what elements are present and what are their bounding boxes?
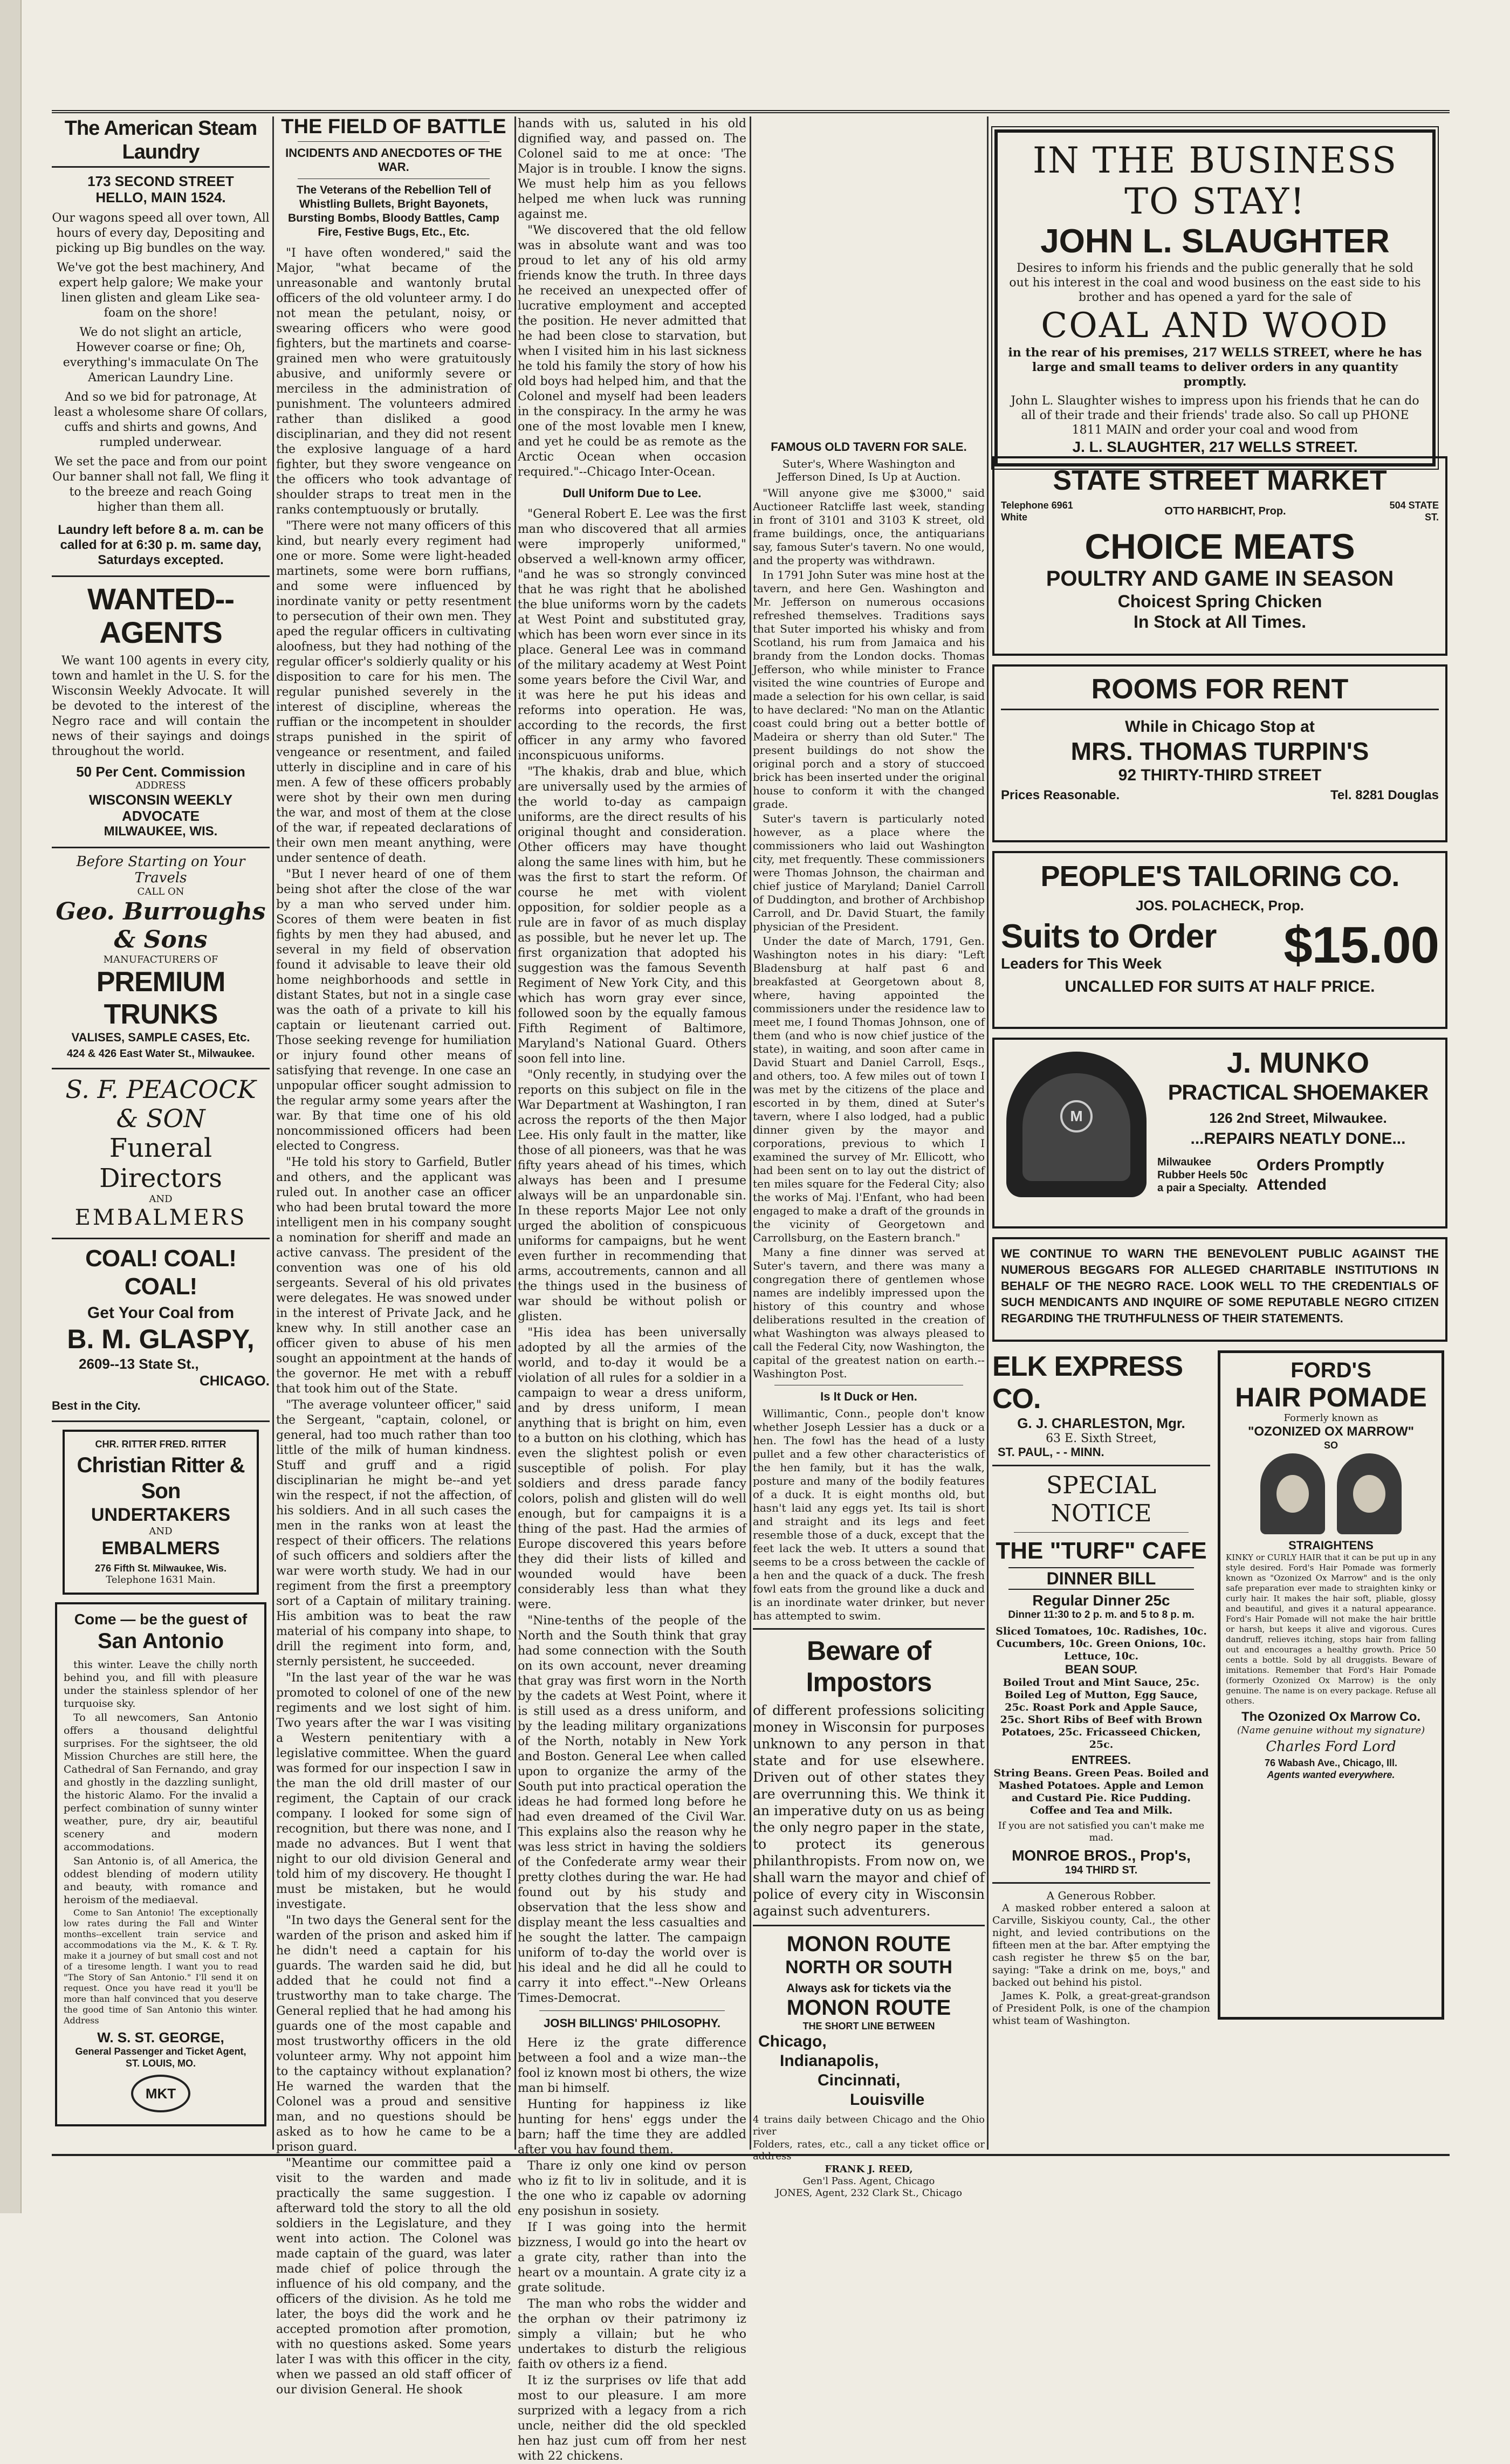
elk-title: ELK EXPRESS CO. <box>992 1351 1183 1415</box>
turf-firm: MONROE BROS., Prop's, <box>1012 1847 1191 1864</box>
peacock-and: AND <box>149 1193 173 1205</box>
divider <box>52 1068 270 1069</box>
munko-heels: Milwaukee Rubber Heels 50c a pair a Specialty. <box>1157 1156 1248 1194</box>
turf-satisfied: If you are not satisfied you can't make me mad. <box>998 1820 1205 1843</box>
coal-name: B. M. GLASPY, <box>67 1324 255 1354</box>
tailor-uncalled: UNCALLED FOR SUITS AT HALF PRICE. <box>1065 978 1375 996</box>
monon-folders: Folders, rates, etc., call a any ticket office or address <box>753 2139 985 2162</box>
monon-route-3: MONON ROUTE <box>786 1996 951 2020</box>
article-paragraph: "There were not many officers of this kind, but nearly every regiment had one or more. Some were light-headed martinets, some were born ruffians, and some were influenced by inordinate vanity or petty resentment to persecution of their own men. They aped the regular officers in cultivating aloofness, but they had nothing of the regular officer's soldierly quality or his disposition to care for his men. The regular punished severely in the interest of discipline, whereas the ruffian or the incompetent in shoulder straps punished in the spirit of vengeance or resentment, and failed utterly in discipline and in care of his men. A few of these officers probably were shot by their own men during the war, and most of them at the close of the war, if repeated declarations of their own men meant anything, were under sentence of death. <box>276 519 511 865</box>
billings-headline: JOSH BILLINGS' PHILOSOPHY. <box>544 2016 720 2030</box>
trunks-sub: VALISES, SAMPLE CASES, Etc. <box>71 1031 250 1044</box>
top-rule <box>52 110 1450 113</box>
monon-ask: Always ask for tickets via the <box>786 1981 951 1995</box>
turf-items-1: Sliced Tomatoes, 10c. Radishes, 10c. Cucumbers, 10c. Green Onions, 10c. Lettuce, 10c. <box>996 1625 1207 1662</box>
pomade-straightens: STRAIGHTENS <box>1288 1539 1374 1552</box>
munko-footer <box>1157 1156 1439 1195</box>
trunks-ad <box>52 854 270 1060</box>
slaughter-desc: Desires to inform his friends and the public generally that he sold out his interest in the coal and wood business on the east side to his brother and has opened a yard for the sale of <box>1009 262 1421 304</box>
pomade-old-name: "OZONIZED OX MARROW" <box>1247 1424 1415 1439</box>
market-chicken: Choicest Spring Chicken <box>1117 592 1322 611</box>
article-paragraph: "In the last year of the war he was promoted to colonel of one of the new regiments and we lost sight of him. Two years after the war I was visiting a Western penitentiary with a legislative committee. When the guard was formed for our inspection I saw in the man the old drill master of our regiment, the Captain of our crack company. I looked for some sign of recognition, but there was none, and I made no advances. But I went that night to our old division General and told him of my discovery. He thought I must be mistaken, but he would investigate. <box>276 1671 511 1911</box>
imposters-title: Beware of Impostors <box>806 1636 932 1697</box>
article-paragraph: "Meantime our committee paid a visit to the warden and made practically the same suggestion. I afterward told the story to all the old soldiers in the Legislature, and they went into action. The Colonel was made captain of the guard, was later made chief of police through the influence of his old company, and the officers of the division. As he told me later, the boys did the work and he accepted promotion after promotion, with no questions asked. Some years later I was with this officer in the city, when we passed an old staff officer of our division General. He shook <box>276 2157 511 2397</box>
rooms-line: While in Chicago Stop at <box>1125 718 1315 736</box>
ritter-ad <box>63 1430 259 1595</box>
turf-items-2: Boiled Trout and Mint Sauce, 25c. Boiled Leg of Mutton, Egg Sauce, 25c. Roast Pork and Apple Sauce, 25c. Short Ribs of Beef with Brown Potatoes, 25c. Fricasseed Chicken, 25c. <box>1000 1677 1203 1751</box>
laundry-verse: We set the pace and from our point Our banner shall not fall, We fling it to the breeze and reach Going higher than them all. <box>52 455 269 514</box>
peacock-ad <box>52 1075 270 1230</box>
article-paragraph: If I was going into the hermit bizzness, I would go into the heart ov a grate city, rather than into the heart ov a mountain. A grate city iz a grate solitude. <box>518 2221 746 2295</box>
monon-ad <box>753 1932 985 2199</box>
rooms-tel: Tel. 8281 Douglas <box>1330 788 1439 802</box>
monon-trains: 4 trains daily between Chicago and the Ohio river <box>753 2114 985 2137</box>
pomade-addr: 76 Wabash Ave., Chicago, Ill. <box>1264 1758 1398 1768</box>
elk-ad <box>992 1350 1210 1459</box>
laundry-verse: We've got the best machinery, And expert help galore; We make your linen glisten and gleam Like sea-foam on the shore! <box>57 261 265 320</box>
slaughter-product: COAL AND WOOD <box>1041 306 1389 346</box>
tailor-price: $15.00 <box>1284 916 1439 974</box>
pomade-firm: The Ozonized Ox Marrow Co. <box>1241 1710 1421 1724</box>
article-paragraph: In 1791 John Suter was mine host at the tavern, and here Gen. Washington and Mr. Jefferson on numerous occasions refreshed themselves. Traditions says that Suter imported his whisky and from Scotland, his rum from Jamaica and his brandy from the London docks. Thomas Jefferson, who while minister to France visited the wine countries of Europe and made a selection for his own cellar, is said to have declared: "No man on the Atlantic coast could bring out a better bottle of Madeira or sherry than old Suter." The present buildings do not show the original porch and a story of stuccoed brick has been inserted under the original house to conform it with the changed grade. <box>753 568 985 811</box>
munko-repairs: ...REPAIRS NEATLY DONE... <box>1190 1130 1406 1148</box>
article-paragraph: "General Robert E. Lee was the first man who discovered that all armies were improperly uniformed," observed a well-known army officer, "and he was so strongly convinced that he was right that he abolished the blue uniforms worn by the cadets at West Point and substituted gray, which has been worn ever since in its place. General Lee was in command of the military academy at West Point some years before the Civil War, and it was here he put his ideas and reforms into operation. He was, according to the records, the first officer in any army who favored inconspicuous uniforms. <box>518 507 746 763</box>
divider <box>753 1925 985 1926</box>
market-poultry: POULTRY AND GAME IN SEASON <box>1046 567 1394 591</box>
article-paragraph: Under the date of March, 1791, Gen. Washington notes in his diary: "Left Bladensburg at half past 6 and breakfasted at Georgetown about 8, where, having appointed the commissioners under the residence law to meet me, I found Thomas Johnson, one of them (and who is now chief justice of the state), in waiting, and soon after came in David Stuart and Daniel Carroll, Esqs., and others, too. A few miles out of town I was met by the citizens of the place and escorted in by them, dined at Suter's tavern, where I also lodged, had a public dinner given by the mayor and corporations, previous to which I examined the survey of Mr. Ellicott, who had been sent on to lay out the district of ten miles square for the Federal City; also the works of Maj. l'Enfant, who had been engaged to make a draft of the grounds in the vicinity of Georgetown and Carrollsburg, on the Eastern branch." <box>753 935 985 1244</box>
turf-entrees: ENTREES. <box>1071 1753 1131 1767</box>
munko-ad <box>992 1038 1447 1228</box>
article-body <box>276 246 511 2398</box>
article-paragraph: "Nine-tenths of the people of the North and the South think that gray had some connection with the South on its own account, never dreaming that gray was first worn in the North by the cadets at West Point, where it is still used as a dress uniform, and by the leading military organizations of the North, notably in New York and Boston. General Lee when called upon to organize the army of the South put into practical operation the ideas he had formed long before he had even dreamed of the Civil War. This explains also the reason why he was less strict in having the soldiers of the Confederate army wear their pretty clothes during the war. He had found out by his study and observation that the less show and display meant the less casualties and he sought the latter. The campaign uniform of to-day the world over is his ideal and he did all he could to carry it into effect."--New Orleans Times-Democrat. <box>518 1614 746 2005</box>
trunks-address: 424 & 426 East Water St., Milwaukee. <box>66 1048 255 1060</box>
divider <box>52 1238 270 1239</box>
woman-portrait-icon <box>1337 1453 1402 1534</box>
trunks-callon: CALL ON <box>137 886 184 897</box>
column-rule <box>987 116 989 2150</box>
rooms-prices: Prices Reasonable. <box>1001 788 1120 802</box>
elk-city: ST. PAUL, - - MINN. <box>998 1445 1104 1459</box>
monon-city: Chicago, <box>758 2033 827 2050</box>
article-paragraph: Willimantic, Conn., people don't know whether Joseph Lessier has a duck or a hen. The fowl has the head of a lusty pullet and a few other characteristics of the hen family, but it has the walk, posture and many of the bodily features of a duck. It is eight months old, but hasn't laid any eggs yet. Its tail is short and straight and its legs and feet resemble those of a duck, except that the feet lack the web. It utters a sound that seems to be a cross between the cackle of a hen and the quack of a duck. The fresh fowl eats from the ground like a duck and is an inordinate water drinker, but never has attempted to swim. <box>753 1407 985 1622</box>
agents-address-label: ADDRESS <box>135 780 186 791</box>
duck-headline: Is It Duck or Hen. <box>820 1390 917 1403</box>
imposters-notice <box>753 1635 985 1919</box>
coal-city: CHICAGO. <box>200 1372 270 1389</box>
munko-trade: PRACTICAL SHOEMAKER <box>1168 1081 1429 1104</box>
article-headline: THE FIELD OF BATTLE <box>281 115 506 138</box>
rooms-info-row <box>1001 788 1439 803</box>
divider <box>753 1628 985 1630</box>
market-meats: CHOICE MEATS <box>1085 526 1355 566</box>
slaughter-name: JOHN L. SLAUGHTER <box>1040 223 1390 260</box>
robber-headline: A Generous Robber. <box>1046 1889 1156 1902</box>
laundry-title: The American Steam Laundry <box>52 116 270 168</box>
market-phone: Telephone 6961 White <box>1001 500 1073 523</box>
ritter-line1: UNDERTAKERS <box>91 1505 231 1525</box>
turf-bill: DINNER BILL <box>1008 1567 1194 1590</box>
tailor-title: PEOPLE'S TAILORING CO. <box>1040 860 1399 893</box>
ritter-address: 276 Fifth St. Milwaukee, Wis. <box>95 1563 226 1574</box>
monon-city: Louisville <box>850 2091 925 2109</box>
tailor-ad <box>992 851 1447 1029</box>
divider <box>539 2010 725 2011</box>
turf-notice: SPECIAL NOTICE <box>1046 1472 1156 1527</box>
pomade-formerly: Formerly known as <box>1284 1412 1378 1424</box>
ritter-and: AND <box>149 1526 173 1537</box>
column-2 <box>276 115 511 2397</box>
article-paragraph: Thare iz only one kind ov person who iz fit to liv in solitude, and it is the one who iz capable ov adorning eny posishun in sosiety. <box>518 2159 746 2218</box>
monon-city: Cincinnati, <box>818 2071 901 2089</box>
slaughter-sig: J. L. SLAUGHTER, 217 WELLS STREET. <box>1072 438 1358 455</box>
pomade-signature: Charles Ford Lord <box>1266 1739 1396 1755</box>
article-paragraph: "I have often wondered," said the Major, "what became of the unreasonable and wantonly brutal officers of the old volunteer army. I do not mean the petulant, noisy, or swearing officers who were good fighters, but the martinets and coarse-grained men who were gratuitously abusive, and uniformly severe or merciless in the administration of punishment. The volunteers admired rather than disliked a good disciplinarian, and they did not resent the explosive language of a hard fighter, but they swore vengeance on the officers who took advantage of shoulder straps to treat men in the ranks contemptuously or brutally. <box>276 246 511 517</box>
elk-mgr: G. J. CHARLESTON, Mgr. <box>1017 1415 1185 1431</box>
rooms-title: ROOMS FOR RENT <box>1001 673 1439 710</box>
article-paragraph: A masked robber entered a saloon at Carville, Siskiyou county, Cal., the other night, and levied contributions on the fifteen men at the bar. After emptying the cash register he threw $5 on the bar, saying: "Take a drink on me, boys," and backed out behind his pistol. <box>992 1902 1210 1988</box>
laundry-verse: Our wagons speed all over town, All hours of every day, Depositing and picking up Big bundles on the way. <box>52 211 270 255</box>
pomade-agents: Agents wanted everywhere. <box>1267 1769 1395 1780</box>
tavern-headline: FAMOUS OLD TAVERN FOR SALE. <box>771 440 967 454</box>
tailor-leaders: Leaders for This Week <box>1001 955 1162 972</box>
right-ads <box>992 456 1447 2028</box>
article-paragraph: Suter's tavern is particularly noted however, as a place where the commissioners who laid out Washington city, met frequently. These commissioners were Thomas Johnson, the chairman and chief justice of Maryland; Daniel Carroll of Duddington, and brother of Archbishop Carroll, and Dr. David Stuart, the family physician of the President. <box>753 812 985 933</box>
market-info-row <box>1001 499 1439 523</box>
market-title: STATE STREET MARKET <box>1053 465 1387 496</box>
antonio-p4: Come to San Antonio! The exceptionally low rates during the Fall and Winter months--excellent train service and accommodations via the M., K. & T. Ry. make it a journey of but small cost and not of a tiresome length. I want you to read "The Story of San Antonio." I'll send it on request. Once you have read it you'll be more than half convinced that you deserve the good time of San Antonio this winter. Address <box>64 1907 258 2026</box>
warning-notice <box>992 1237 1447 1342</box>
article-paragraph: "His idea has been universally adopted by all the armies of the world, and to-day it would be a violation of all rules for a soldier in a campaign to wear a dress uniform, and by dress uniform, I mean anything that is bright on him, even to a button on his clothing, which has even the slightest polish or even susceptible of polish. For play soldiers and dress parade fancy colors, polish and glisten will do well enough, but for campaigns it is a thing of the past. Had the armies of Europe discovered this years before they did their lists of killed and wounded would have been considerably less than what they were. <box>518 1326 746 1611</box>
ritter-phone: Telephone 1631 Main. <box>106 1574 216 1586</box>
munko-text <box>1152 1046 1439 1220</box>
monon-addr: JONES, Agent, 232 Clark St., Chicago <box>775 2187 963 2199</box>
article-paragraph: Hunting for happiness iz like hunting for hens' eggs under the barn; haff the time they are addled after you hav found them. <box>518 2098 746 2157</box>
article-deck: The Veterans of the Rebellion Tell of Whistling Bullets, Bright Bayonets, Bursting Bombs, Bloody Battles, Camp Fire, Festive Bugs, Etc., Etc. <box>287 184 500 238</box>
shoe-heel-icon <box>1006 1052 1147 1197</box>
market-stock: In Stock at All Times. <box>1133 612 1307 632</box>
imposters-body: of different professions soliciting money in Wisconsin for purposes unknown to any person in that state and for use elsewhere. Driven out of other states they are overrunning this. We think it an imperative duty on us as being the only negro paper in the state, to protect its generous philanthropists. From now on, we shall warn the mayor and chief of police of every city in Wisconsin against such adventurers. <box>753 1703 985 1919</box>
column-4 <box>753 440 985 2199</box>
coal-line: Get Your Coal from <box>87 1304 235 1322</box>
laundry-verse: And so we bid for patronage, At least a wholesome share Of collars, cuffs and shirts and gowns, And rumpled underwear. <box>54 390 267 449</box>
pomade-portraits <box>1226 1451 1436 1539</box>
agents-title: WANTED--AGENTS <box>87 582 234 649</box>
coal-address: 2609--13 State St., <box>79 1356 199 1372</box>
pomade-so: SO <box>1323 1440 1338 1451</box>
slaughter-ad <box>994 129 1436 466</box>
rooms-name: MRS. THOMAS TURPIN'S <box>1070 737 1369 765</box>
warning-text: WE CONTINUE TO WARN THE BENEVOLENT PUBLIC AGAINST THE NUMEROUS BEGGARS FOR ALLEGED CHARITABLE INSTITUTIONS IN BEHALF OF THE NEGRO RACE. LOOK WELL TO THE CREDENTIALS OF SUCH MENDICANTS AND INQUIRE OF SOME REPUTABLE NEGRO CITIZEN REGARDING THE TRUTHFULNESS OF THEIR STATEMENTS. <box>1001 1247 1439 1325</box>
antonio-p1: this winter. Leave the chilly north behind you, and fill with pleasure under the stainless splendor of her turquoise sky. <box>64 1659 258 1710</box>
slaughter-rear: in the rear of his premises, 217 WELLS STREET, where he has large and small teams to deliver orders in any quantity promptly. <box>1008 346 1422 389</box>
article-paragraph: "The khakis, drab and blue, which are universally used by the armies of the world to-day as campaign uniforms, are the direct results of his original thought and consideration. Other officers may have thought along the same lines with him, but he was the first to start the reform. Of course he met with violent opposition, for soldier people as a rule are in favor of as much display as possible, but he never let up. The first organization that adopted his suggestion was the famous Seventh Regiment of New York City, and this which has worn gray ever since, followed soon by the equally famous Fifth Regiment of Baltimore, Maryland's National Guard. Others soon fell into line. <box>518 765 746 1066</box>
divider <box>1014 1532 1189 1533</box>
article-paragraph: Many a fine dinner was served at Suter's tavern, and there was many a congregation there of gentlemen whose names are indelibly impressed upon the history of this country and whose deliberations resulted in the creation of what Washington was always pleased to call the Federal City, now Washington, the capital of the greatest nation on earth.--Washington Post. <box>753 1246 985 1380</box>
laundry-ad <box>52 116 270 568</box>
trunks-product: PREMIUM TRUNKS <box>96 966 225 1030</box>
slaughter-close: John L. Slaughter wishes to impress upon his friends that he can do all of their trade and their friends' trade also. So call up PHONE 1811 MAIN and order your coal and wood from <box>1011 394 1419 437</box>
pomade-fords: FORD'S <box>1291 1358 1371 1382</box>
column-rule <box>272 116 274 2150</box>
column-rule <box>514 116 516 2150</box>
lower-left-ads <box>992 1350 1210 2028</box>
antonio-lead: Come — be the guest of <box>74 1611 248 1628</box>
elk-addr: 63 E. Sixth Street, <box>1046 1432 1157 1445</box>
rooms-addr: 92 THIRTY-THIRD STREET <box>1118 766 1322 784</box>
article-paragraph: "Only recently, in studying over the reports on this subject on file in the War Department at Washington, I ran across the reports of the then Major Lee. His only fault in the matter, like those of all pioneers, was that he was fifty years ahead of his times, which always has been and I presume always will be an unpardonable sin. In these reports Major Lee not only urged the abolition of conspicuous uniforms for campaigns, but he went even further in recommending that arms, accoutrements, cannon and all the things used in the business of war should be without polish or glisten. <box>518 1068 746 1323</box>
turf-items-3: String Beans. Green Peas. Boiled and Mashed Potatoes. Apple and Lemon and Custard Pie. Rice Pudding. Coffee and Tea and Milk. <box>993 1767 1209 1816</box>
article-paragraph: "In two days the General sent for the warden of the prison and asked him if he didn't need a captain for his guards. The warden said he did, but added that he could not find a trustworthy man to take charge. The General replied that he had among his guards one of the most capable and most trustworthy officers in the old volunteer army. Why not appoint him to the captaincy without explanation? He warned the warden that the Colonel was a proud and sensitive man, and no questions should be asked as to how he came to be a prison guard. <box>276 1914 511 2154</box>
antonio-p3: San Antonio is, of all America, the oddest blending of modern utility and beauty, with romance and heroism of the mediaeval. <box>64 1855 258 1906</box>
munko-addr: 126 2nd Street, Milwaukee. <box>1209 1110 1387 1126</box>
heel-badge: M <box>1060 1100 1093 1133</box>
trunks-firm: Geo. Burroughs & Sons <box>56 898 266 953</box>
laundry-notice: Laundry left before 8 a. m. can be called for at 6:30 p. m. same day, Saturdays excepted. <box>58 523 264 567</box>
munko-name: J. MUNKO <box>1226 1047 1369 1079</box>
robber-story <box>992 1889 1210 2027</box>
turf-ad <box>992 1472 1210 1877</box>
antonio-agent: W. S. ST. GEORGE, <box>97 2029 224 2046</box>
ritter-line2: EMBALMERS <box>101 1538 220 1559</box>
monon-route-2: NORTH OR SOUTH <box>785 1957 952 1978</box>
trunks-mfr: MANUFACTURERS OF <box>103 954 218 965</box>
antonio-title: San Antonio <box>97 1629 224 1653</box>
antonio-p2: To all newcomers, San Antonio offers a thousand delightful surprises. For the sightseer, the old Mission Churches are still here, the Cathedral of San Fernando, and gray and ghostly in the dazzling sunlight, the historic Alamo. For the invalid a perfect combination of sunny winter weather, pure, dry air, beautiful scenery and modern accommodations. <box>64 1712 258 1853</box>
woman-portrait-icon <box>1260 1453 1325 1534</box>
mkt-logo: MKT <box>131 2075 190 2112</box>
agents-body: We want 100 agents in every city, town and hamlet in the U. S. for the Wisconsin Weekly Advocate. It will be devoted to the interest of the Negro race and will contain the news of their sayings and doings throughout the world. <box>52 654 270 758</box>
tailor-offer-row <box>1001 918 1439 972</box>
article-paragraph: "But I never heard of one of them being shot after the close of the war by a man who served under him. Scores of them were beaten in fist fights by men they had abused, and several in my field of observation found it advisable to leave their old home neighborhoods and settle in distant States, but not in a single case was the oath of a private to kill his captain or lieutenant carried out. Those seeking revenge for humiliation or injury found other means of satisfying that revenge. In one case an unpopular officer sought admission to the regular army some years after the war. By that time one of his old noncommissioned officers had been elected to Congress. <box>276 868 511 1153</box>
uniform-headline: Dull Uniform Due to Lee. <box>562 486 702 500</box>
divider <box>52 1420 270 1422</box>
pomade-title: HAIR POMADE <box>1235 1382 1427 1412</box>
article-paragraph: The man who robs the widder and the orphan ov their patrimony iz simply a villain; but he who undertakes to disturb the religious faith ov others iz a fiend. <box>518 2297 746 2371</box>
monon-city: Indianapolis, <box>780 2052 879 2070</box>
column-rule <box>750 116 751 2150</box>
antonio-city: ST. LOUIS, MO. <box>125 2058 196 2069</box>
ritter-names: CHR. RITTER FRED. RITTER <box>95 1439 226 1450</box>
divider <box>992 1882 1210 1884</box>
agents-commission: 50 Per Cent. Commission <box>76 764 245 780</box>
antonio-agent-title: General Passenger and Ticket Agent, <box>75 2046 246 2057</box>
coal-tag: Best in the City. <box>52 1399 141 1412</box>
tailor-suits: Suits to Order <box>1001 918 1217 955</box>
article-paragraph: "Will anyone give me $3000," said Auctioneer Ratcliffe last week, standing in front of 3101 and 3103 K street, old frame buildings, once, the antiquarians say, famous Suter's tavern. No one would, and the property was withdrawn. <box>753 486 985 567</box>
article-paragraph: "The average volunteer officer," said the Sergeant, "captain, colonel, or general, had too much rather than too little of the milk of human kindness. Stuff and gruff and a rigid disciplinarian he might be--and yet win the respect, if not the affection, of his soldiers. And in all such cases the men in the ranks won at least the respect of their officers. The relations of such officers and soldiers after the war were worth study. We had in our regiment from the first a preemptory sort of a Captain of military training. His ambition was to beat the raw material of his company into shape, to drill the regiment into form, and, sternly persistent, he succeeded. <box>276 1398 511 1669</box>
article-paragraph: It iz the surprises ov life that add most to our pleasure. I am more surprized with a legacy from a rich uncle, neither did the old speckled hen haz just cum off from her nest with 22 chickens. <box>518 2374 746 2463</box>
ritter-firm: Christian Ritter & Son <box>77 1453 245 1503</box>
slaughter-banner: IN THE BUSINESS TO STAY! <box>1032 140 1398 222</box>
turf-title: THE "TURF" CAFE <box>996 1538 1207 1564</box>
monon-agent: FRANK J. REED, <box>825 2164 913 2175</box>
trunks-lead: Before Starting on Your Travels <box>76 854 245 886</box>
article-paragraph: Here iz the grate difference between a fool and a wize man--the fool iz known most bi others, the wize man bi himself. <box>518 2036 746 2095</box>
san-antonio-ad <box>55 1602 266 2126</box>
lower-ads <box>992 1350 1447 2028</box>
tavern-subhead: Suter's, Where Washington and Jefferson Dined, Is Up at Auction. <box>777 457 961 483</box>
tailor-prop: JOS. POLACHECK, Prop. <box>1135 897 1305 914</box>
pomade-ad <box>1218 1350 1444 2020</box>
monon-route-1: MONON ROUTE <box>786 1932 951 1956</box>
market-prop: OTTO HARBICHT, Prop. <box>1164 505 1286 517</box>
column-3 <box>518 116 746 2463</box>
monon-line: THE SHORT LINE BETWEEN <box>802 2021 935 2031</box>
column-5 <box>990 116 1450 2150</box>
article-paragraph: James K. Polk, a great-great-grandson of President Polk, is one of the champion whist team of Washington. <box>992 1990 1210 2027</box>
article-paragraph: "We discovered that the old fellow was in absolute want and was too proud to let any of his old army friends know the truth. In three days he received an unexpected offer of lucrative employment and accepted the position. He never admitted that he had been close to starvation, but when I visited him in his last sickness he told his family the story of how his old boys had helped him, and that the Colonel and myself had been leaders in the conspiracy. In the army he was one of the most lovable men I knew, and yet he could be as remote as the Arctic Ocean when occasion required."--Chicago Inter-Ocean. <box>518 224 746 479</box>
turf-addr: 194 THIRD ST. <box>1065 1864 1138 1876</box>
divider <box>52 847 270 848</box>
tailor-offer-left <box>1001 918 1216 972</box>
article-paragraph: "He told his story to Garfield, Butler and others, and the applicant was ruled out. In another case an officer who had been brutal toward the more intelligent men in his company sought a nomination for sheriff and made an active canvass. The president of the convention was one of his old sergeants. Several of his old privates were delegates. He was snowed under in the interest of Private Jack, and he knew why. In still another case an officer given to abuse of his men sought an appointment at the hands of the governor. He met with a rebuff that took him out of the State. <box>276 1156 511 1396</box>
agents-city: MILWAUKEE, WIS. <box>104 824 218 839</box>
turf-regular: Regular Dinner 25c <box>1032 1592 1170 1609</box>
divider <box>992 1465 1210 1466</box>
article-paragraph: hands with us, saluted in his old dignified way, and passed on. The Colonel said to me at once: 'The Major is in trouble. I know the signs. We must help him as you fellows helped me when luck was running against me. <box>518 117 746 221</box>
column-1 <box>52 116 270 2150</box>
market-addr: 504 STATE ST. <box>1389 500 1439 523</box>
peacock-line2: EMBALMERS <box>74 1205 247 1230</box>
market-ad <box>992 456 1447 656</box>
turf-hours: Dinner 11:30 to 2 p. m. and 5 to 8 p. m. <box>1008 1609 1195 1621</box>
bottom-rule <box>52 2154 1450 2156</box>
coal-ad <box>52 1245 270 1413</box>
divider <box>52 575 270 577</box>
turf-soup: BEAN SOUP. <box>1065 1663 1138 1676</box>
laundry-phone: HELLO, MAIN 1524. <box>95 189 226 205</box>
pomade-body: KINKY or CURLY HAIR that it can be put up in any style desired. Ford's Hair Pomade was formerly known as "Ozonized Ox Marrow" and is the only safe preparation ever made to straighten kinky or curly hair. It makes the hair soft, pliable, glossy and beautiful, and gives it a natural appearance. Ford's Hair Pomade will not make the hair brittle or harsh, but keeps it alive and vigorous. Cures dandruff, relieves itching, stops hair from falling out and encourages a healthy growth. Price 50 cents a bottle. Sold by all druggists. Beware of imitations. Remember that Ford's Hair Pomade (formerly Ozonized Ox Marrow) is the only genuine. The name is on every package. Refuse all others. <box>1226 1553 1436 1706</box>
agents-publisher: WISCONSIN WEEKLY ADVOCATE <box>88 792 233 824</box>
monon-agent-title: Gen'l Pass. Agent, Chicago <box>802 2175 935 2187</box>
agents-ad <box>52 582 270 839</box>
pomade-note: (Name genuine without my signature) <box>1237 1725 1425 1736</box>
munko-orders: Orders Promptly Attended <box>1257 1156 1384 1193</box>
article-subhead: INCIDENTS AND ANECDOTES OF THE WAR. <box>285 146 502 174</box>
divider <box>298 141 490 142</box>
peacock-line1: Funeral Directors <box>99 1133 222 1193</box>
laundry-verse: We do not slight an article, However coarse or fine; Oh, everything's immaculate On The American Laundry Line. <box>63 326 259 385</box>
rooms-ad <box>992 664 1447 842</box>
coal-title: COAL! COAL! COAL! <box>85 1245 236 1300</box>
laundry-address: 173 SECOND STREET <box>87 173 234 189</box>
binding-strip <box>0 0 22 2213</box>
peacock-firm: S. F. PEACOCK & SON <box>65 1075 256 1133</box>
